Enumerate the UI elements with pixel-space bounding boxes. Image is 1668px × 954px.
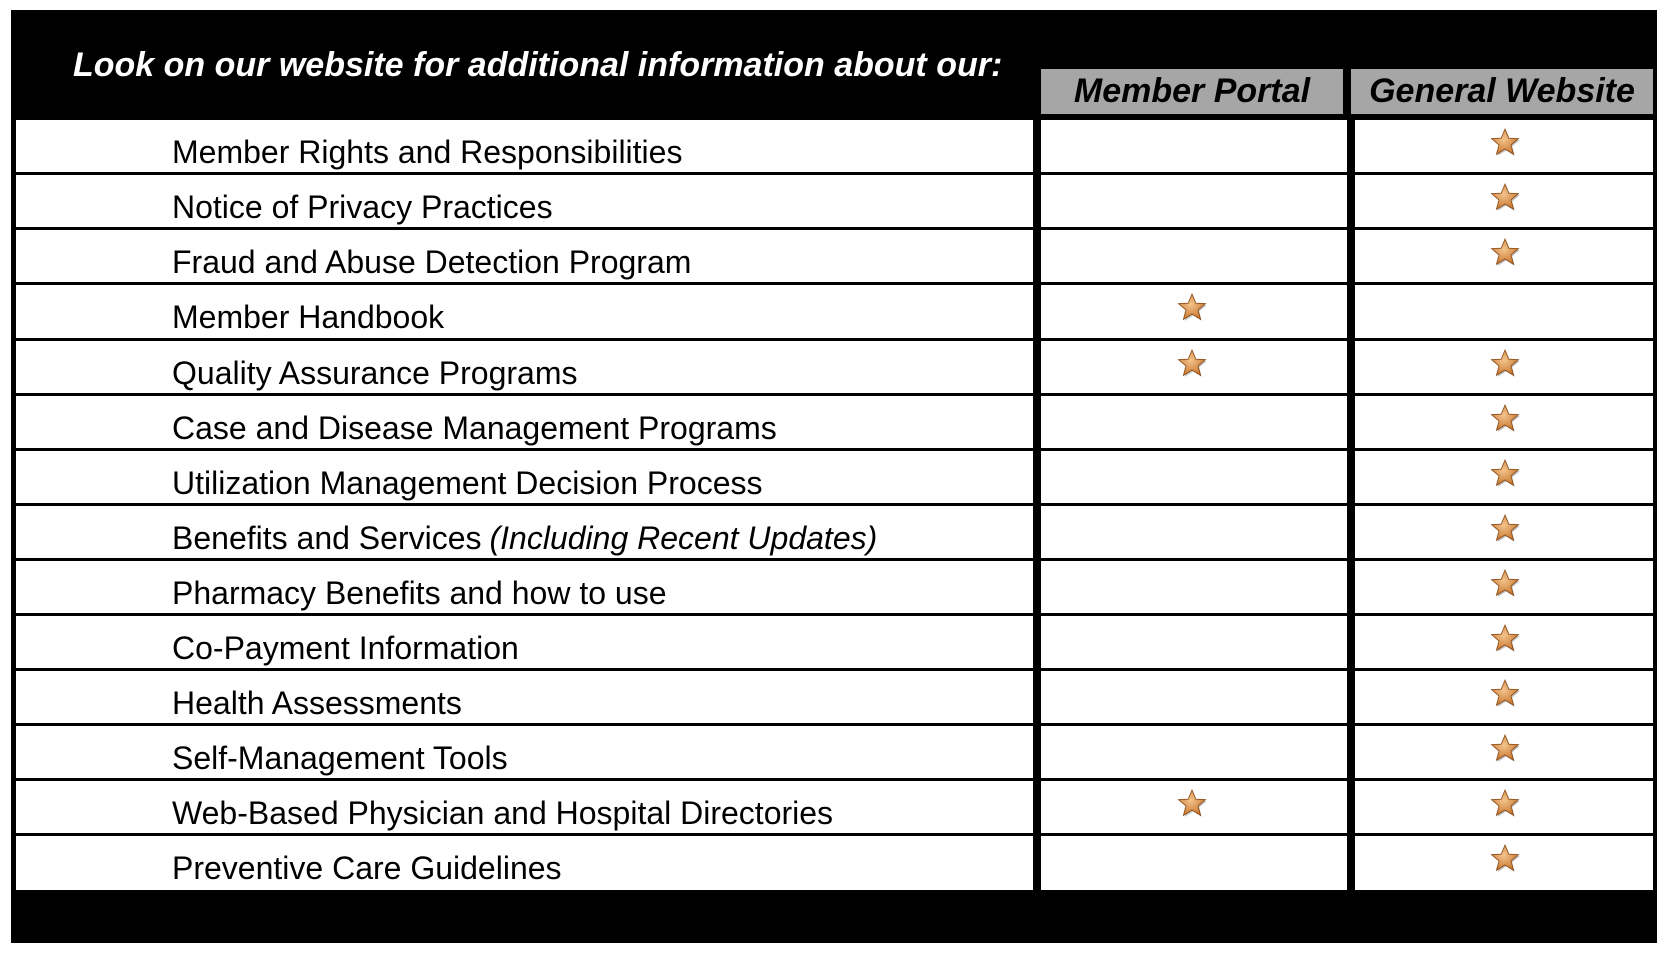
row-label-cell — [16, 726, 1033, 778]
member-portal-cell — [1041, 671, 1347, 723]
row-label-cell — [16, 616, 1033, 668]
member-portal-cell — [1041, 781, 1347, 833]
row-label-cell — [16, 781, 1033, 833]
row-label — [172, 848, 562, 888]
star-icon — [1489, 787, 1521, 819]
row-label-text: Notice of Privacy Practices — [172, 189, 553, 225]
row-label — [172, 187, 553, 227]
general-website-cell — [1355, 616, 1653, 668]
row-label — [172, 738, 508, 778]
star-icon — [1489, 842, 1521, 874]
table-row — [16, 396, 1653, 448]
star-icon — [1489, 677, 1521, 709]
member-portal-cell — [1041, 836, 1347, 890]
info-table — [11, 10, 1657, 943]
row-label-text: Utilization Management Decision Process — [172, 465, 763, 501]
member-portal-cell — [1041, 396, 1347, 448]
star-icon — [1489, 347, 1521, 379]
general-website-cell — [1355, 396, 1653, 448]
table-row — [16, 726, 1653, 778]
member-portal-cell — [1041, 616, 1347, 668]
table-row — [16, 230, 1653, 282]
member-portal-cell — [1041, 230, 1347, 282]
table-row — [16, 285, 1653, 338]
row-label-text: Fraud and Abuse Detection Program — [172, 244, 692, 280]
star-icon — [1489, 457, 1521, 489]
general-website-cell — [1355, 285, 1653, 338]
star-icon — [1489, 236, 1521, 268]
general-website-cell — [1355, 726, 1653, 778]
table-row — [16, 671, 1653, 723]
row-label-text: Co-Payment Information — [172, 630, 519, 666]
general-website-cell — [1355, 341, 1653, 393]
row-label — [172, 297, 444, 337]
general-website-cell — [1355, 836, 1653, 890]
row-label-text: Benefits and Services — [172, 520, 482, 556]
row-label-cell — [16, 836, 1033, 890]
star-icon — [1176, 787, 1208, 819]
table-row — [16, 506, 1653, 558]
row-label-cell — [16, 285, 1033, 338]
general-website-cell — [1355, 451, 1653, 503]
row-label-text: Member Rights and Responsibilities — [172, 134, 683, 170]
column-header-general-website: General Website — [1351, 69, 1653, 114]
row-label-cell — [16, 671, 1033, 723]
row-label-cell — [16, 396, 1033, 448]
row-label — [172, 132, 682, 172]
row-label-text: Preventive Care Guidelines — [172, 850, 562, 886]
table-row — [16, 561, 1653, 613]
row-label — [172, 353, 578, 393]
general-website-cell — [1355, 175, 1653, 227]
star-icon — [1489, 732, 1521, 764]
column-header-member-portal: Member Portal — [1041, 69, 1343, 114]
row-label-text: Case and Disease Management Programs — [172, 410, 777, 446]
row-label — [172, 408, 777, 448]
row-label-text: Pharmacy Benefits and how to use — [172, 575, 667, 611]
general-website-cell — [1355, 230, 1653, 282]
star-icon — [1489, 181, 1521, 213]
general-website-cell — [1355, 781, 1653, 833]
row-label-cell — [16, 561, 1033, 613]
row-label-note: (Including Recent Updates) — [489, 520, 878, 556]
row-label-text: Web-Based Physician and Hospital Directories — [172, 795, 834, 831]
star-icon — [1489, 622, 1521, 654]
row-label-text: Self-Management Tools — [172, 740, 508, 776]
general-website-cell — [1355, 671, 1653, 723]
row-label-cell — [16, 506, 1033, 558]
member-portal-cell — [1041, 285, 1347, 338]
member-portal-cell — [1041, 561, 1347, 613]
row-label — [172, 628, 519, 668]
table-row — [16, 120, 1653, 172]
table-header — [11, 10, 1657, 120]
star-icon — [1489, 126, 1521, 158]
table-row — [16, 451, 1653, 503]
row-label — [172, 518, 877, 558]
star-icon — [1176, 291, 1208, 323]
row-label-cell — [16, 451, 1033, 503]
member-portal-cell — [1041, 120, 1347, 172]
row-label-cell — [16, 120, 1033, 172]
row-label-text: Member Handbook — [172, 299, 445, 335]
row-label-text: Quality Assurance Programs — [172, 355, 578, 391]
row-label-text: Health Assessments — [172, 685, 462, 721]
row-label — [172, 463, 762, 503]
table-row — [16, 836, 1653, 890]
table-row — [16, 616, 1653, 668]
member-portal-cell — [1041, 506, 1347, 558]
star-icon — [1489, 402, 1521, 434]
table-title: Look on our website for additional information about our: — [73, 46, 1003, 84]
row-label — [172, 242, 691, 282]
star-icon — [1489, 512, 1521, 544]
row-label-cell — [16, 175, 1033, 227]
member-portal-cell — [1041, 451, 1347, 503]
row-label-cell — [16, 341, 1033, 393]
star-icon — [1489, 567, 1521, 599]
general-website-cell — [1355, 120, 1653, 172]
member-portal-cell — [1041, 726, 1347, 778]
general-website-cell — [1355, 561, 1653, 613]
row-label-cell — [16, 230, 1033, 282]
row-label — [172, 573, 667, 613]
general-website-cell — [1355, 506, 1653, 558]
member-portal-cell — [1041, 341, 1347, 393]
table-row — [16, 175, 1653, 227]
table-row — [16, 341, 1653, 393]
row-label — [172, 683, 462, 723]
table-row — [16, 781, 1653, 833]
star-icon — [1176, 347, 1208, 379]
member-portal-cell — [1041, 175, 1347, 227]
row-label — [172, 793, 833, 833]
